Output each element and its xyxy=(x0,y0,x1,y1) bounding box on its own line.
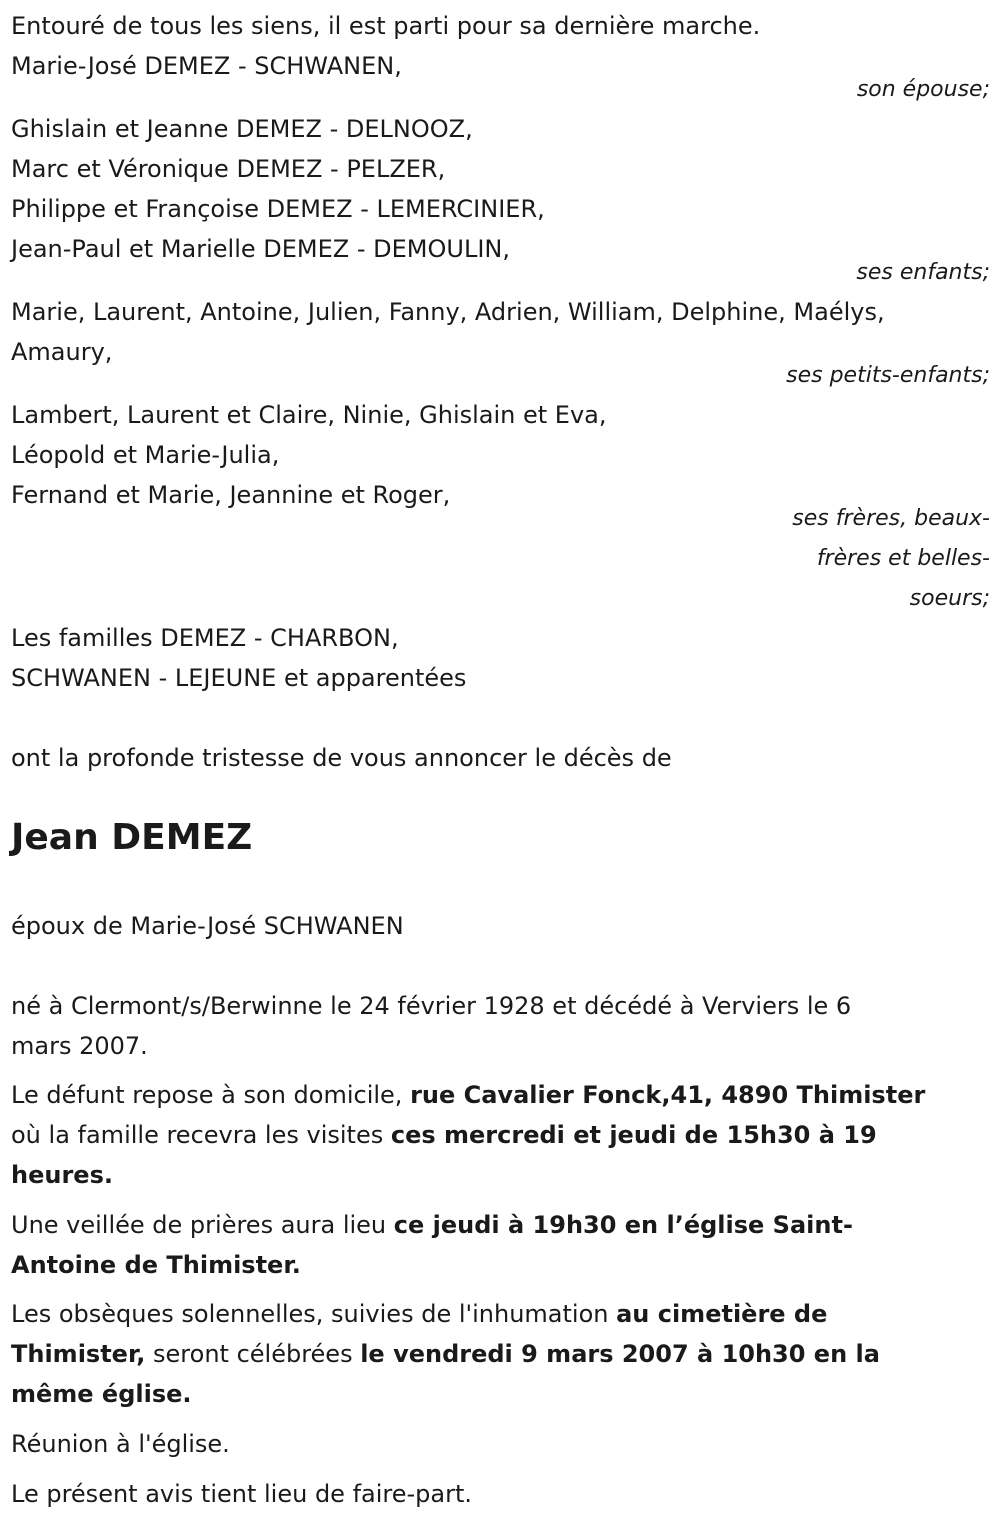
deceased-name: Jean DEMEZ xyxy=(11,817,253,858)
vigil-text: Une veillée de prières aura lieu xyxy=(11,1211,394,1239)
rest-text: Le défunt repose à son domicile, xyxy=(11,1081,411,1109)
funeral-text: seront célébrées xyxy=(145,1340,361,1368)
funeral-line-2 xyxy=(11,1334,880,1374)
spouse-role: son épouse; xyxy=(856,77,990,102)
rest-visits: heures. xyxy=(11,1161,113,1189)
intro-line: Entouré de tous les siens, il est parti pour sa dernière marche. xyxy=(11,12,761,40)
child-line: Marc et Véronique DEMEZ - PELZER, xyxy=(11,155,446,183)
vigil-line-1 xyxy=(11,1205,853,1245)
funeral-place: Thimister, xyxy=(11,1340,146,1368)
funeral-line-1 xyxy=(11,1294,827,1334)
closing-line: Le présent avis tient lieu de faire-part. xyxy=(11,1480,473,1508)
vigil-details: Antoine de Thimister. xyxy=(11,1251,301,1279)
siblings-role-line: ses frères, beaux- xyxy=(792,506,990,531)
rest-visits: ces mercredi et jeudi de 15h30 à 19 xyxy=(390,1121,877,1149)
siblings-role-line: soeurs; xyxy=(909,586,990,611)
birth-death-line: mars 2007. xyxy=(11,1032,148,1060)
grandchildren-role: ses petits-enfants; xyxy=(786,363,990,388)
rest-line-3 xyxy=(11,1155,113,1195)
vigil-details: ce jeudi à 19h30 en l’église Saint- xyxy=(393,1211,853,1239)
spouse-of: époux de Marie-José SCHWANEN xyxy=(11,912,404,940)
child-line: Jean-Paul et Marielle DEMEZ - DEMOULIN, xyxy=(11,235,510,263)
rest-address: rue Cavalier Fonck,41, 4890 Thimister xyxy=(410,1081,926,1109)
vigil-line-2 xyxy=(11,1245,301,1285)
sibling-line: Fernand et Marie, Jeannine et Roger, xyxy=(11,481,451,509)
birth-death-line: né à Clermont/s/Berwinne le 24 février 1928 et décédé à Verviers le 6 xyxy=(11,992,852,1020)
sibling-line: Lambert, Laurent et Claire, Ninie, Ghislain et Eva, xyxy=(11,401,607,429)
funeral-line-3 xyxy=(11,1374,192,1414)
grandchildren-line: Amaury, xyxy=(11,338,113,366)
sibling-line: Léopold et Marie-Julia, xyxy=(11,441,280,469)
funeral-text: Les obsèques solennelles, suivies de l'inhumation xyxy=(11,1300,617,1328)
rest-line-2 xyxy=(11,1115,877,1155)
families-line: SCHWANEN - LEJEUNE et apparentées xyxy=(11,664,467,692)
children-role: ses enfants; xyxy=(856,260,990,285)
child-line: Ghislain et Jeanne DEMEZ - DELNOOZ, xyxy=(11,115,473,143)
siblings-role-line: frères et belles- xyxy=(816,546,990,571)
funeral-date: même église. xyxy=(11,1380,192,1408)
meeting-line: Réunion à l'église. xyxy=(11,1430,230,1458)
grandchildren-line: Marie, Laurent, Antoine, Julien, Fanny, Adrien, William, Delphine, Maélys, xyxy=(11,298,885,326)
funeral-date: le vendredi 9 mars 2007 à 10h30 en la xyxy=(360,1340,880,1368)
rest-text: où la famille recevra les visites xyxy=(11,1121,391,1149)
rest-line-1 xyxy=(11,1075,925,1115)
families-line: Les familles DEMEZ - CHARBON, xyxy=(11,624,399,652)
child-line: Philippe et Françoise DEMEZ - LEMERCINIER, xyxy=(11,195,545,223)
spouse-name: Marie-José DEMEZ - SCHWANEN, xyxy=(11,52,402,80)
announcement: ont la profonde tristesse de vous annoncer le décès de xyxy=(11,744,672,772)
funeral-place: au cimetière de xyxy=(616,1300,828,1328)
